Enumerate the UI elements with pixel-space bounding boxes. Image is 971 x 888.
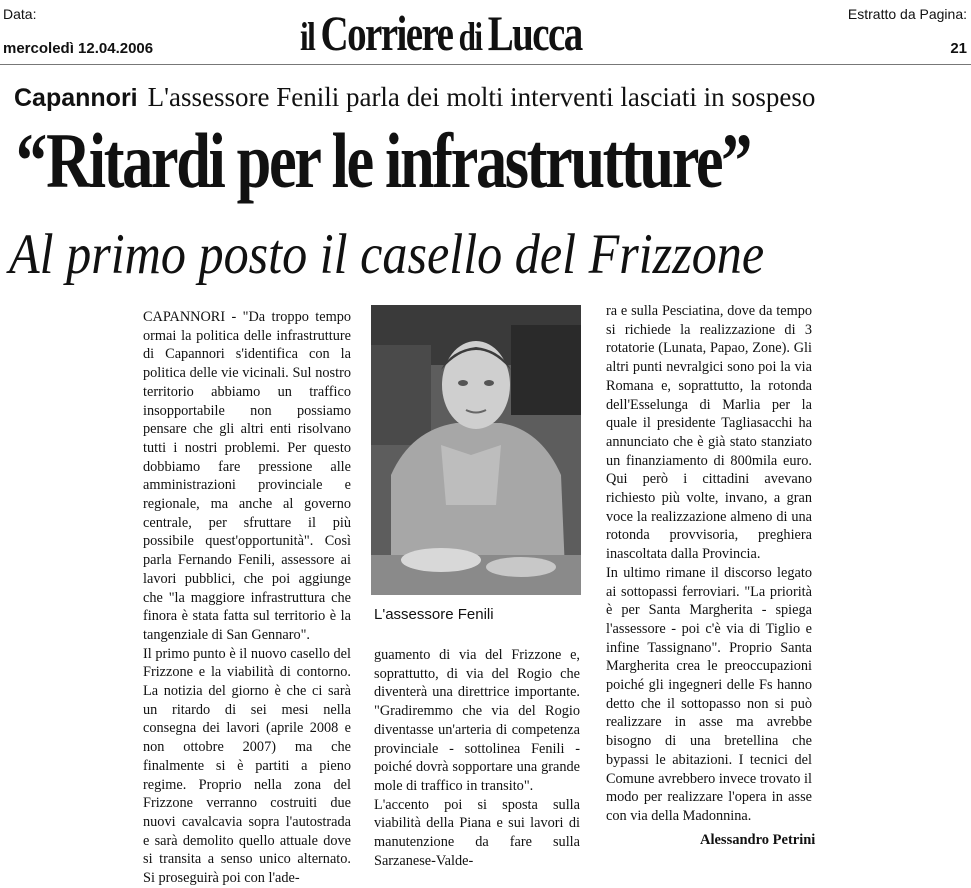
- kicker-label: Capannori: [14, 84, 138, 112]
- author-byline: Alessandro Petrini: [700, 832, 816, 848]
- portrait-image: [371, 305, 581, 595]
- assessore-photo: [371, 305, 581, 595]
- paragraph: Il primo punto è il nuovo casello del Frizzone e la viabilità di contorno. La notizia del giorno è che ci sarà un ritardo di sei mesi nella consegna dei lavori (aprile 2008 e non ottobre 2007) ma che finalmente si è partiti a pieno regime. Proprio nella zona del Frizzone verranno costruiti due nuovi cavalcavia sopra l'autostrada e sarà demolito quello attuale dove si transita a senso unico alternato. Si proseguirà poi con l'ade-: [143, 645, 351, 887]
- paragraph: L'accento poi si sposta sulla viabilità della Piana e sui lavori di manutenzione da fare sulla Sarzanese-Valde-: [374, 796, 580, 869]
- paragraph: ra e sulla Pesciatina, dove da tempo si richiede la realizzazione di 3 rotatorie (Lunata, Papao, Zone). Gli altri punti nevralgici sono poi la via Romana e, soprattutto, la rotonda dell'Esselunga di Marlia per la quale il presidente Tagliasacchi ha annunciato che è già stato stanziato un finanziamento di 800mila euro. Qui però i cittadini avevano richiesto più volte, invano, a gran voce la realizzazione almeno di una rotonda provvisoria, preghiera inascoltata dalla Provincia.: [606, 303, 812, 563]
- kicker-text: L'assessore Fenili parla dei molti interventi lasciati in sospeso: [147, 82, 816, 112]
- article-column-3: [606, 302, 812, 826]
- page-number: 21: [950, 40, 967, 57]
- headline: ‘‘Ritardi per le infrastrutture”: [14, 117, 750, 204]
- article-column-1: [143, 308, 351, 888]
- header-divider: [0, 64, 971, 65]
- masthead-lucca: Lucca: [487, 5, 582, 61]
- masthead-corriere: Corriere: [320, 5, 453, 61]
- date-label: Data:: [3, 6, 37, 22]
- paragraph: In ultimo rimane il discorso legato ai sottopassi ferroviari. "La priorità è per Santa Margherita - spiega l'assessore - poi c'è via di Tiglio e infine Tassignano". Proprio Santa Margherita crea le preoccupazioni poiché gli ingegneri delle Fs hanno detto che il sottopasso non si può realizzare in asse ma avrebbe bisogno di una bretellina che bypassi le abitazioni. I tecnici del Comune avrebbero invece trovato il modo per realizzare l'opera in asse con via della Madonnina.: [606, 564, 812, 824]
- article-column-2: [374, 646, 580, 870]
- date-value: mercoledì 12.04.2006: [3, 40, 154, 57]
- masthead-di: di: [452, 14, 488, 59]
- photo-caption: L'assessore Fenili: [374, 606, 494, 623]
- article-kicker: [14, 82, 815, 113]
- newspaper-masthead: [300, 5, 582, 61]
- masthead-il: il: [300, 14, 321, 59]
- page-label: Estratto da Pagina:: [847, 6, 967, 22]
- paragraph: guamento di via del Frizzone e, soprattutto, di via del Rogio che diventerà una direttrice importante. "Gradiremmo che via del Rogio diventasse un'arteria di competenza provinciale - sottolinea Fenili - poiché dovrà sopportare una grande mole di traffico in transito".: [374, 647, 580, 794]
- subheadline: Al primo posto il casello del Frizzone: [9, 223, 765, 286]
- paragraph: CAPANNORI - "Da troppo tempo ormai la politica delle infrastrutture di Capannori s'identifica con la politica delle vie vicinali. Sul nostro territorio abbiamo un traffico insopportabile non possiamo pensare che gli altri enti risolvano tutti i nostri problemi. Per questo dobbiamo fare pressione alle amministrazioni provinciale e regionale, ma anche al governo centrale, per sfruttare il più possibile quest'opportunità". Così parla Fernando Fenili, assessore ai lavori pubblici, che poi aggiunge che "la maggiore infrastruttura che finora è stata fatta sul territorio è la tangenziale di San Gennaro".: [143, 309, 351, 643]
